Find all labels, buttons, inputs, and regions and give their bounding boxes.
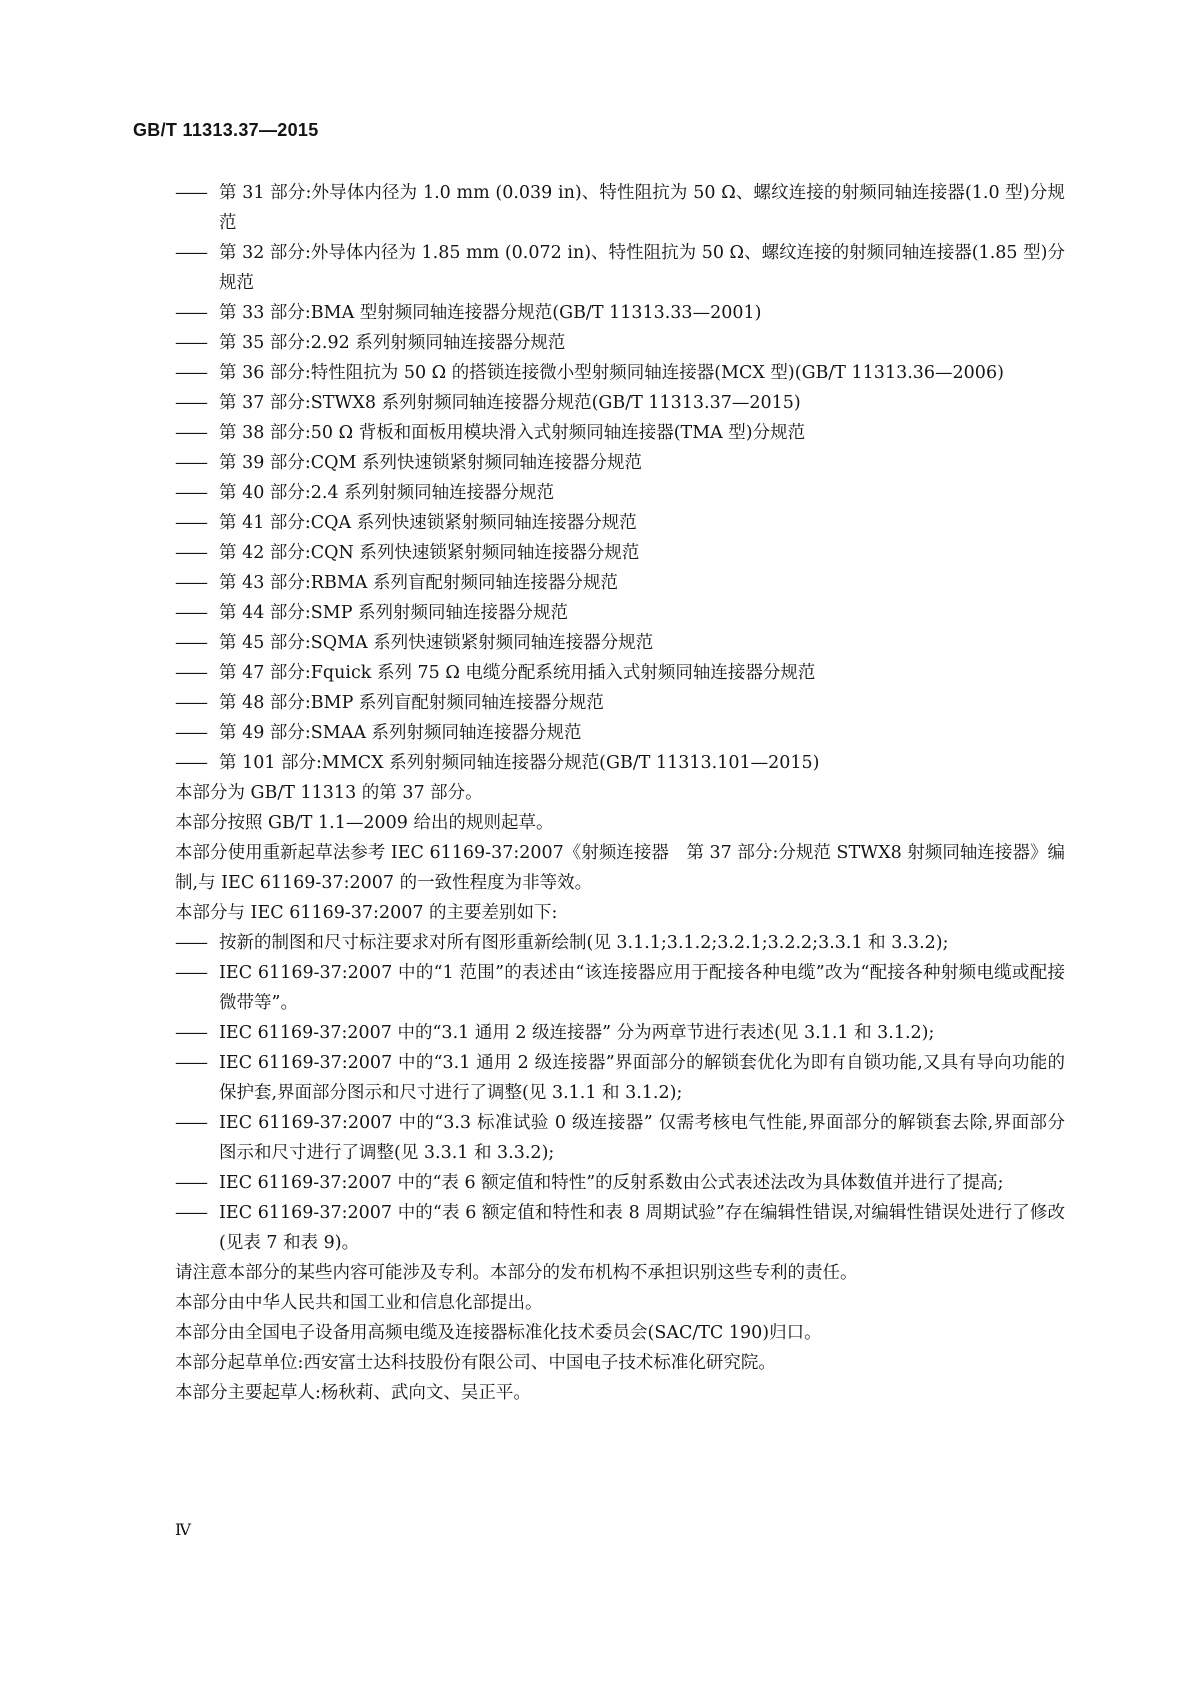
part-item (175, 238, 1065, 298)
paragraph-drafting-units: 本部分起草单位:西安富士达科技股份有限公司、中国电子技术标准化研究院。 (175, 1353, 776, 1373)
dash-mark: —— (175, 723, 206, 743)
paragraph-centralized: 本部分由全国电子设备用高频电缆及连接器标准化技术委员会(SAC/TC 190)归口。 (175, 1323, 822, 1343)
part-item (175, 718, 1065, 748)
difference-item-text: IEC 61169-37:2007 中的“1 范围”的表述由“该连接器应用于配接各种电缆”改为“配接各种射频电缆或配接微带等”。 (219, 963, 1065, 1013)
difference-item-text: IEC 61169-37:2007 中的“表 6 额定值和特性和表 8 周期试验”存在编辑性错误,对编辑性错误处进行了修改(见表 7 和表 9)。 (219, 1203, 1065, 1253)
difference-item (175, 1108, 1065, 1168)
dash-mark: —— (175, 633, 206, 653)
part-item-text: 第 49 部分:SMAA 系列射频同轴连接器分规范 (219, 723, 582, 743)
part-item-text: 第 101 部分:MMCX 系列射频同轴连接器分规范(GB/T 11313.101—2015) (219, 753, 820, 773)
part-item-text: 第 31 部分:外导体内径为 1.0 mm (0.039 in)、特性阻抗为 50 Ω、螺纹连接的射频同轴连接器(1.0 型)分规范 (219, 183, 1065, 233)
part-item (175, 328, 1065, 358)
part-item (175, 448, 1065, 478)
dash-mark: —— (175, 513, 206, 533)
paragraph-part-of: 本部分为 GB/T 11313 的第 37 部分。 (175, 783, 483, 803)
dash-mark: —— (175, 753, 206, 773)
part-item (175, 688, 1065, 718)
dash-mark: —— (175, 243, 206, 263)
part-item (175, 298, 1065, 328)
dash-mark: —— (175, 663, 206, 683)
part-item (175, 358, 1065, 388)
difference-item (175, 1018, 1065, 1048)
dash-mark: —— (175, 573, 206, 593)
part-item-text: 第 47 部分:Fquick 系列 75 Ω 电缆分配系统用插入式射频同轴连接器分规范 (219, 663, 816, 683)
dash-mark: —— (175, 603, 206, 623)
dash-mark: —— (175, 1053, 206, 1073)
part-item-text: 第 44 部分:SMP 系列射频同轴连接器分规范 (219, 603, 569, 623)
difference-item-text: 按新的制图和尺寸标注要求对所有图形重新绘制(见 3.1.1;3.1.2;3.2.1;3.2.2;3.3.1 和 3.3.2); (219, 933, 949, 953)
difference-item (175, 928, 1065, 958)
dash-mark: —— (175, 453, 206, 473)
part-item-text: 第 40 部分:2.4 系列射频同轴连接器分规范 (219, 483, 555, 503)
paragraph-proposed: 本部分由中华人民共和国工业和信息化部提出。 (175, 1293, 543, 1313)
part-item (175, 598, 1065, 628)
part-item-text: 第 43 部分:RBMA 系列盲配射频同轴连接器分规范 (219, 573, 618, 593)
part-item-text: 第 36 部分:特性阻抗为 50 Ω 的搭锁连接微小型射频同轴连接器(MCX 型)(GB/T 11313.36—2006) (219, 363, 1004, 383)
dash-mark: —— (175, 393, 206, 413)
paragraph-drafters: 本部分主要起草人:杨秋莉、武向文、吴正平。 (175, 1383, 531, 1403)
part-item-text: 第 32 部分:外导体内径为 1.85 mm (0.072 in)、特性阻抗为 50 Ω、螺纹连接的射频同轴连接器(1.85 型)分规范 (219, 243, 1065, 293)
part-item-text: 第 38 部分:50 Ω 背板和面板用模块滑入式射频同轴连接器(TMA 型)分规范 (219, 423, 806, 443)
part-item-text: 第 35 部分:2.92 系列射频同轴连接器分规范 (219, 333, 566, 353)
part-item (175, 508, 1065, 538)
part-item-text: 第 45 部分:SQMA 系列快速锁紧射频同轴连接器分规范 (219, 633, 654, 653)
dash-mark: —— (175, 933, 206, 953)
difference-item (175, 958, 1065, 1018)
paragraph-redraft: 本部分使用重新起草法参考 IEC 61169-37:2007《射频连接器 第 37 部分:分规范 STWX8 射频同轴连接器》编制,与 IEC 61169-37:2007 的一致性程度为非等效。 (175, 843, 1065, 893)
dash-mark: —— (175, 693, 206, 713)
part-item (175, 178, 1065, 238)
differences-list (175, 928, 1065, 1258)
part-item (175, 478, 1065, 508)
difference-item-text: IEC 61169-37:2007 中的“表 6 额定值和特性”的反射系数由公式表述法改为具体数值并进行了提高; (219, 1173, 1004, 1193)
dash-mark: —— (175, 363, 206, 383)
part-item (175, 538, 1065, 568)
part-item-text: 第 42 部分:CQN 系列快速锁紧射频同轴连接器分规范 (219, 543, 640, 563)
difference-item-text: IEC 61169-37:2007 中的“3.1 通用 2 级连接器” 分为两章节进行表述(见 3.1.1 和 3.1.2); (219, 1023, 935, 1043)
standard-number: GB/T 11313.37—2015 (133, 120, 319, 140)
difference-item (175, 1168, 1065, 1198)
dash-mark: —— (175, 1203, 206, 1223)
difference-item-text: IEC 61169-37:2007 中的“3.1 通用 2 级连接器”界面部分的解锁套优化为即有自锁功能,又具有导向功能的保护套,界面部分图示和尺寸进行了调整(见 3.1.1 和 3.1.2); (219, 1053, 1065, 1103)
page-number: Ⅳ (175, 1520, 191, 1539)
dash-mark: —— (175, 483, 206, 503)
part-item-text: 第 48 部分:BMP 系列盲配射频同轴连接器分规范 (219, 693, 604, 713)
difference-item-text: IEC 61169-37:2007 中的“3.3 标准试验 0 级连接器” 仅需考核电气性能,界面部分的解锁套去除,界面部分图示和尺寸进行了调整(见 3.3.1 和 3.3.2); (219, 1113, 1065, 1163)
document-body (175, 178, 1065, 1408)
dash-mark: —— (175, 333, 206, 353)
difference-item (175, 1048, 1065, 1108)
dash-mark: —— (175, 183, 206, 203)
difference-item (175, 1198, 1065, 1258)
part-item (175, 628, 1065, 658)
part-item (175, 658, 1065, 688)
dash-mark: —— (175, 963, 206, 983)
part-item (175, 568, 1065, 598)
part-item (175, 388, 1065, 418)
dash-mark: —— (175, 303, 206, 323)
dash-mark: —— (175, 1113, 206, 1133)
dash-mark: —— (175, 1173, 206, 1193)
paragraph-differences-intro: 本部分与 IEC 61169-37:2007 的主要差别如下: (175, 903, 558, 923)
dash-mark: —— (175, 423, 206, 443)
part-item-text: 第 37 部分:STWX8 系列射频同轴连接器分规范(GB/T 11313.37—2015) (219, 393, 801, 413)
part-item (175, 418, 1065, 448)
parts-list (175, 178, 1065, 778)
paragraph-patent: 请注意本部分的某些内容可能涉及专利。本部分的发布机构不承担识别这些专利的责任。 (175, 1263, 858, 1283)
part-item (175, 748, 1065, 778)
dash-mark: —— (175, 543, 206, 563)
part-item-text: 第 33 部分:BMA 型射频同轴连接器分规范(GB/T 11313.33—2001) (219, 303, 762, 323)
part-item-text: 第 41 部分:CQA 系列快速锁紧射频同轴连接器分规范 (219, 513, 637, 533)
dash-mark: —— (175, 1023, 206, 1043)
paragraph-drafting-rules: 本部分按照 GB/T 1.1—2009 给出的规则起草。 (175, 813, 554, 833)
part-item-text: 第 39 部分:CQM 系列快速锁紧射频同轴连接器分规范 (219, 453, 643, 473)
